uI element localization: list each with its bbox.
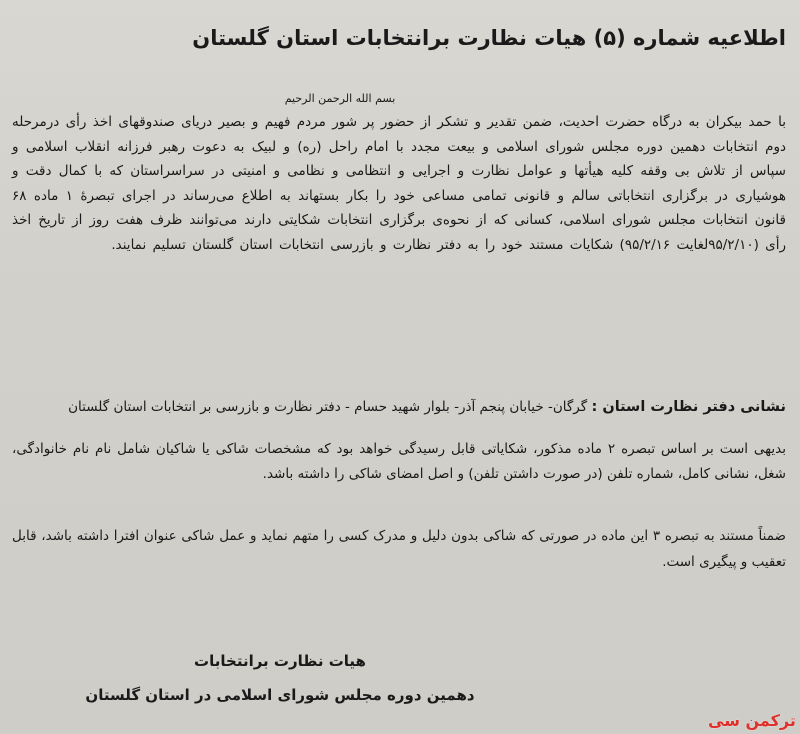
signature-block [0, 644, 560, 712]
complaint-requirements: بدیهی است بر اساس تبصره ۲ ماده مذکور، شکایاتی قابل رسیدگی خواهد بود که مشخصات شاکی یا شاکیان شامل نام نام خانوادگی، شغل، نشانی کامل، شماره تلفن (در صورت داشتن تلفن) و اصل امضای شاکی را داشته باشد. [12, 441, 786, 482]
address-label: نشانی دفتر نظارت استان : [591, 399, 786, 415]
defamation-note: ضمناً مستند به تبصره ۳ این ماده در صورتی که شاکی بدون دلیل و مدرک کسی را متهم نماید و عمل شاکی عنوان افترا داشته باشد، قابل تعقیب و پیگیری است. [12, 528, 786, 570]
source-watermark: ترکمن سی [708, 711, 796, 730]
bismillah-line: بسم الله الرحمن الرحیم [284, 92, 396, 105]
office-address [12, 395, 786, 419]
address-text: گرگان- خیابان پنجم آذر- بلوار شهید حسام - دفتر نظارت و بازرسی بر انتخابات استان گلستان [68, 399, 588, 415]
announcement-body: با حمد بیکران به درگاه حضرت احدیت، ضمن تقدیر و تشکر از حضور پر شور مردم فهیم و بصیر دریای صندوقهای اخذ رأی درمرحله دوم انتخابات دهمین دوره مجلس شورای اسلامی و بیعت مجدد با امام راحل (ره) و لبیک به دعوت رهبر فرزانه انقلاب اسلامی و سپاس از تلاش بی وقفه کلیه هیأتها و عوامل نظارت و اجرایی و انتظامی و نظامی و امنیتی در سراسراستان که با کمال دقت و هوشیاری در برگزاری انتخاباتی سالم و قانونی تمامی مساعی خود را بکار بستهاند به اطلاع می‌رساند در اجرای تبصرۀ ۱ ماده ۶۸ قانون انتخابات مجلس شورای اسلامی، کسانی که از نحوه‌ی برگزاری انتخابات شکایتی دارند می‌توانند ظرف هفت روز از تاریخ اخذ رأی (۹۵/۲/۱۰لغایت ۹۵/۲/۱۶) شکایات مستند خود را به دفتر نظارت و بازرسی انتخابات استان گلستان تسلیم نمایند. [12, 114, 787, 253]
announcement-title: اطلاعیه شماره (۵) هیات نظارت برانتخابات استان گلستان [192, 26, 786, 50]
signature-line-2: دهمین دوره مجلس شورای اسلامی در استان گلستان [85, 686, 475, 704]
signature-line-1: هیات نظارت برانتخابات [194, 652, 366, 670]
